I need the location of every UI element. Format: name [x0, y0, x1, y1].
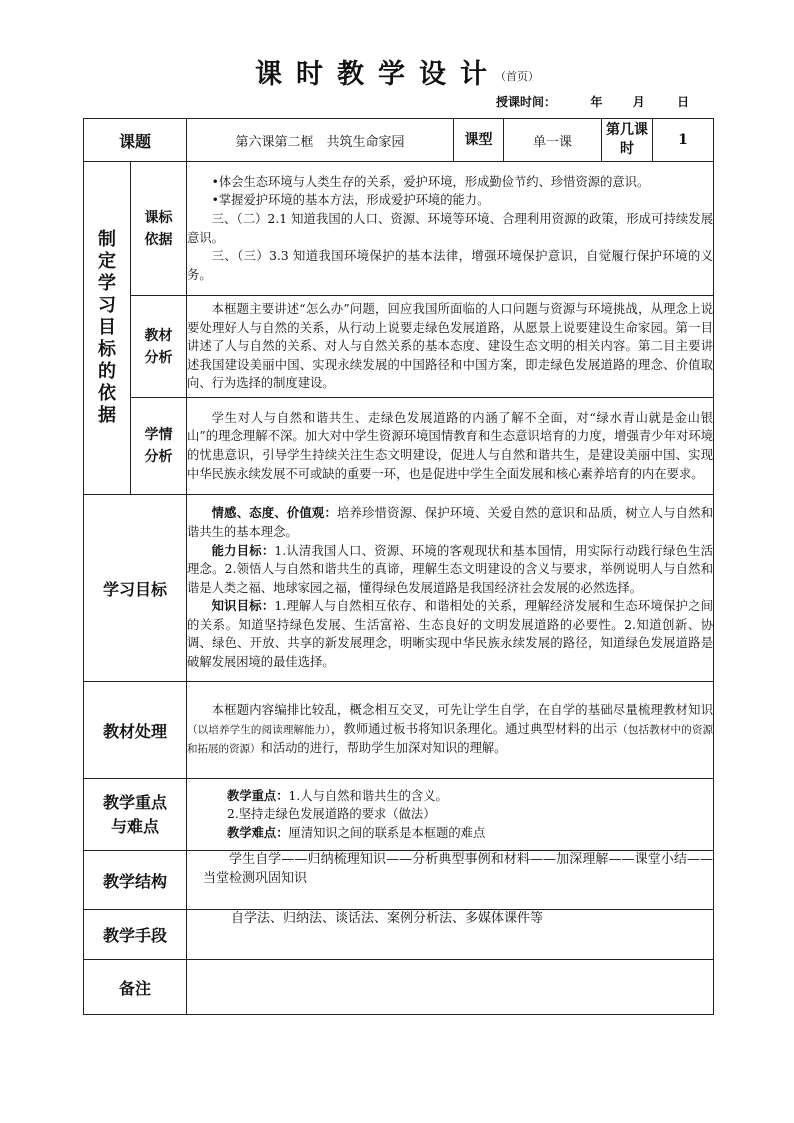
- textbook-text: 本框题主要讲述“怎么办”问题，回应我国所面临的人口问题与资源与环境挑战，从理念上说要处理好人与自然的关系，从行动上说要走绿色发展道路，从愿景上说要建设生命家园。第一目讲述了人与自然的关系、对人与自然关系的基本态度、建设生态文明的相关内容。第二目主要讲述我国建设美丽中国、实现永续发展的中国路径和中国方案，即走绿色发展道路的理念、价值取向、行为选择的制度建设。: [187, 302, 714, 391]
- key-label: 教学重点：: [227, 787, 289, 803]
- key-point-2: 2.坚持走绿色发展道路的要求（做法）: [227, 807, 436, 822]
- key-point-line-1: [227, 787, 713, 806]
- students-text: 学生对人与自然和谐共生、走绿色发展道路的内涵了解不全面，对“绿水青山就是金山银山”的理念理解不深。加大对中学生资源环境国情教育和生态意识培育的力度，增强青少年对环境的忧患意识，引导学生持续关注生态文明建设，促进人与自然和谐共生，是建设美丽中国、实现中华民族永续发展不可或缺的重要一环，也是促进中学生全面发展和核心素养培育的内在要求。: [187, 410, 714, 481]
- title-text: 课时教学设计: [255, 59, 501, 90]
- lesson-plan-table: [83, 118, 714, 1015]
- topic-label: 课题: [84, 119, 187, 162]
- basis-label: 制定学习目标的依据: [84, 162, 131, 495]
- ability-text: 1.认清我国人口、资源、环境的客观现状和基本国情，用实际行动践行绿色生活理念。2.领悟人与自然和谐共生的真谛，理解生态文明建设的含义与要求，举例说明人与自然和谐是人类之福、地球家园之福，懂得绿色发展道路是我国经济社会发展的必然选择。: [187, 543, 714, 595]
- date-year: 年: [590, 95, 603, 109]
- textbook-content: [187, 296, 714, 398]
- topic-value: 第六课第二框 共筑生命家园: [187, 119, 454, 162]
- processing-note-a: （以培养学生的阅读理解能力）: [187, 723, 331, 736]
- textbook-label: 教材分析: [131, 296, 187, 398]
- topic-row: [84, 119, 714, 162]
- objectives-row: [84, 495, 714, 682]
- date-line: [496, 93, 689, 110]
- processing-label: 教材处理: [84, 682, 187, 779]
- structure-text: 学生自学——归纳梳理知识——分析典型事例和材料——加深理解——课堂小结——当堂检测巩固知识: [203, 852, 714, 886]
- ability-label: 能力目标：: [211, 542, 275, 558]
- methods-label: 教学手段: [84, 910, 187, 960]
- difficulty-text: 厘清知识之间的联系是本框题的难点: [288, 825, 486, 840]
- date-month: 月: [632, 95, 645, 109]
- objectives-label: 学习目标: [84, 495, 187, 682]
- structure-content: [187, 851, 714, 910]
- curriculum-label: 课标依据: [131, 162, 187, 296]
- date-day: 日: [677, 95, 690, 109]
- processing-text-a: 本框题内容编排比较乱，概念相互交叉，可先让学生自学，在自学的基础尽量梳理教材知识: [211, 703, 714, 718]
- date-label: 授课时间：: [496, 95, 557, 109]
- structure-row: [84, 851, 714, 910]
- methods-row: [84, 910, 714, 960]
- period-label-text: 第几课时: [606, 122, 649, 157]
- structure-label: 教学结构: [84, 851, 187, 910]
- emotion-label: 情感、态度、价值观：: [211, 505, 338, 521]
- notes-label: 备注: [84, 960, 187, 1015]
- objectives-content: [187, 495, 714, 682]
- processing-row: [84, 682, 714, 779]
- key-point-1: 1.人与自然和谐共生的含义。: [288, 788, 448, 803]
- key-points-label: [84, 779, 187, 851]
- methods-text: 自学法、归纳法、谈话法、案例分析法、多媒体课件等: [231, 911, 544, 926]
- objective-ability: [187, 542, 713, 598]
- notes-row: [84, 960, 714, 1015]
- students-content: [187, 398, 714, 495]
- knowledge-text: 1.理解人与自然相互依存、和谐相处的关系，理解经济发展和生态环境保护之间的关系。知道坚持绿色发展、生活富裕、生态良好的文明发展道路的必要性。2.知道创新、协调、绿色、开放、共享的新发展理念，明晰实现中华民族永续发展的路径，知道绿色发展道路是破解发展困境的最佳选择。: [187, 599, 714, 670]
- title-subtitle: （首页）: [495, 70, 539, 83]
- notes-content: [187, 960, 714, 1015]
- difficulty-line: [227, 824, 713, 843]
- key-points-row: [84, 779, 714, 851]
- curriculum-line-2: •掌握爱护环境的基本方法，形成爱护环境的能力。: [211, 193, 490, 208]
- textbook-row: [84, 296, 714, 398]
- students-label: 学情分析: [131, 398, 187, 495]
- objective-knowledge: [187, 597, 713, 671]
- difficulty-label: 教学难点：: [227, 824, 289, 840]
- processing-content: [187, 682, 714, 779]
- curriculum-content: [187, 162, 714, 296]
- processing-note-b: （包括教材中的资源和拓展的资源）: [187, 723, 714, 756]
- key-points-label-line1: 教学重点: [103, 792, 168, 812]
- period-label: [602, 119, 653, 162]
- processing-text-c: 和活动的进行，帮助学生加深对知识的理解。: [260, 741, 507, 756]
- curriculum-line-3: 三、（二）2.1 知道我国的人口、资源、环境等环境、合理利用资源的政策，形成可持续发展意识。: [187, 211, 714, 245]
- type-value: 单一课: [504, 119, 602, 162]
- period-value: 1: [653, 119, 714, 162]
- emotion-text: 培养珍惜资源、保护环境、关爱自然的意识和品质，树立人与自然和谐共生的基本理念。: [187, 506, 713, 539]
- processing-text-b: ，教师通过板书将知识条理化。通过典型材料的出示: [330, 721, 618, 736]
- methods-content: [187, 910, 714, 960]
- type-label: 课型: [454, 119, 504, 162]
- processing-text: [187, 701, 713, 759]
- knowledge-label: 知识目标：: [211, 598, 275, 614]
- curriculum-line-1: •体会生态环境与人类生存的关系，爱护环境，形成勤俭节约、珍惜资源的意识。: [211, 174, 650, 189]
- key-points-label-line2: 与难点: [111, 816, 160, 836]
- objective-emotion: [187, 504, 713, 541]
- page-title: [0, 52, 794, 91]
- key-points-content: [187, 779, 714, 851]
- curriculum-row: [84, 162, 714, 296]
- curriculum-line-4: 三、（三）3.3 知道我国环境保护的基本法律，增强环境保护意识，自觉履行保护环境的义务。: [187, 249, 714, 282]
- students-row: [84, 398, 714, 495]
